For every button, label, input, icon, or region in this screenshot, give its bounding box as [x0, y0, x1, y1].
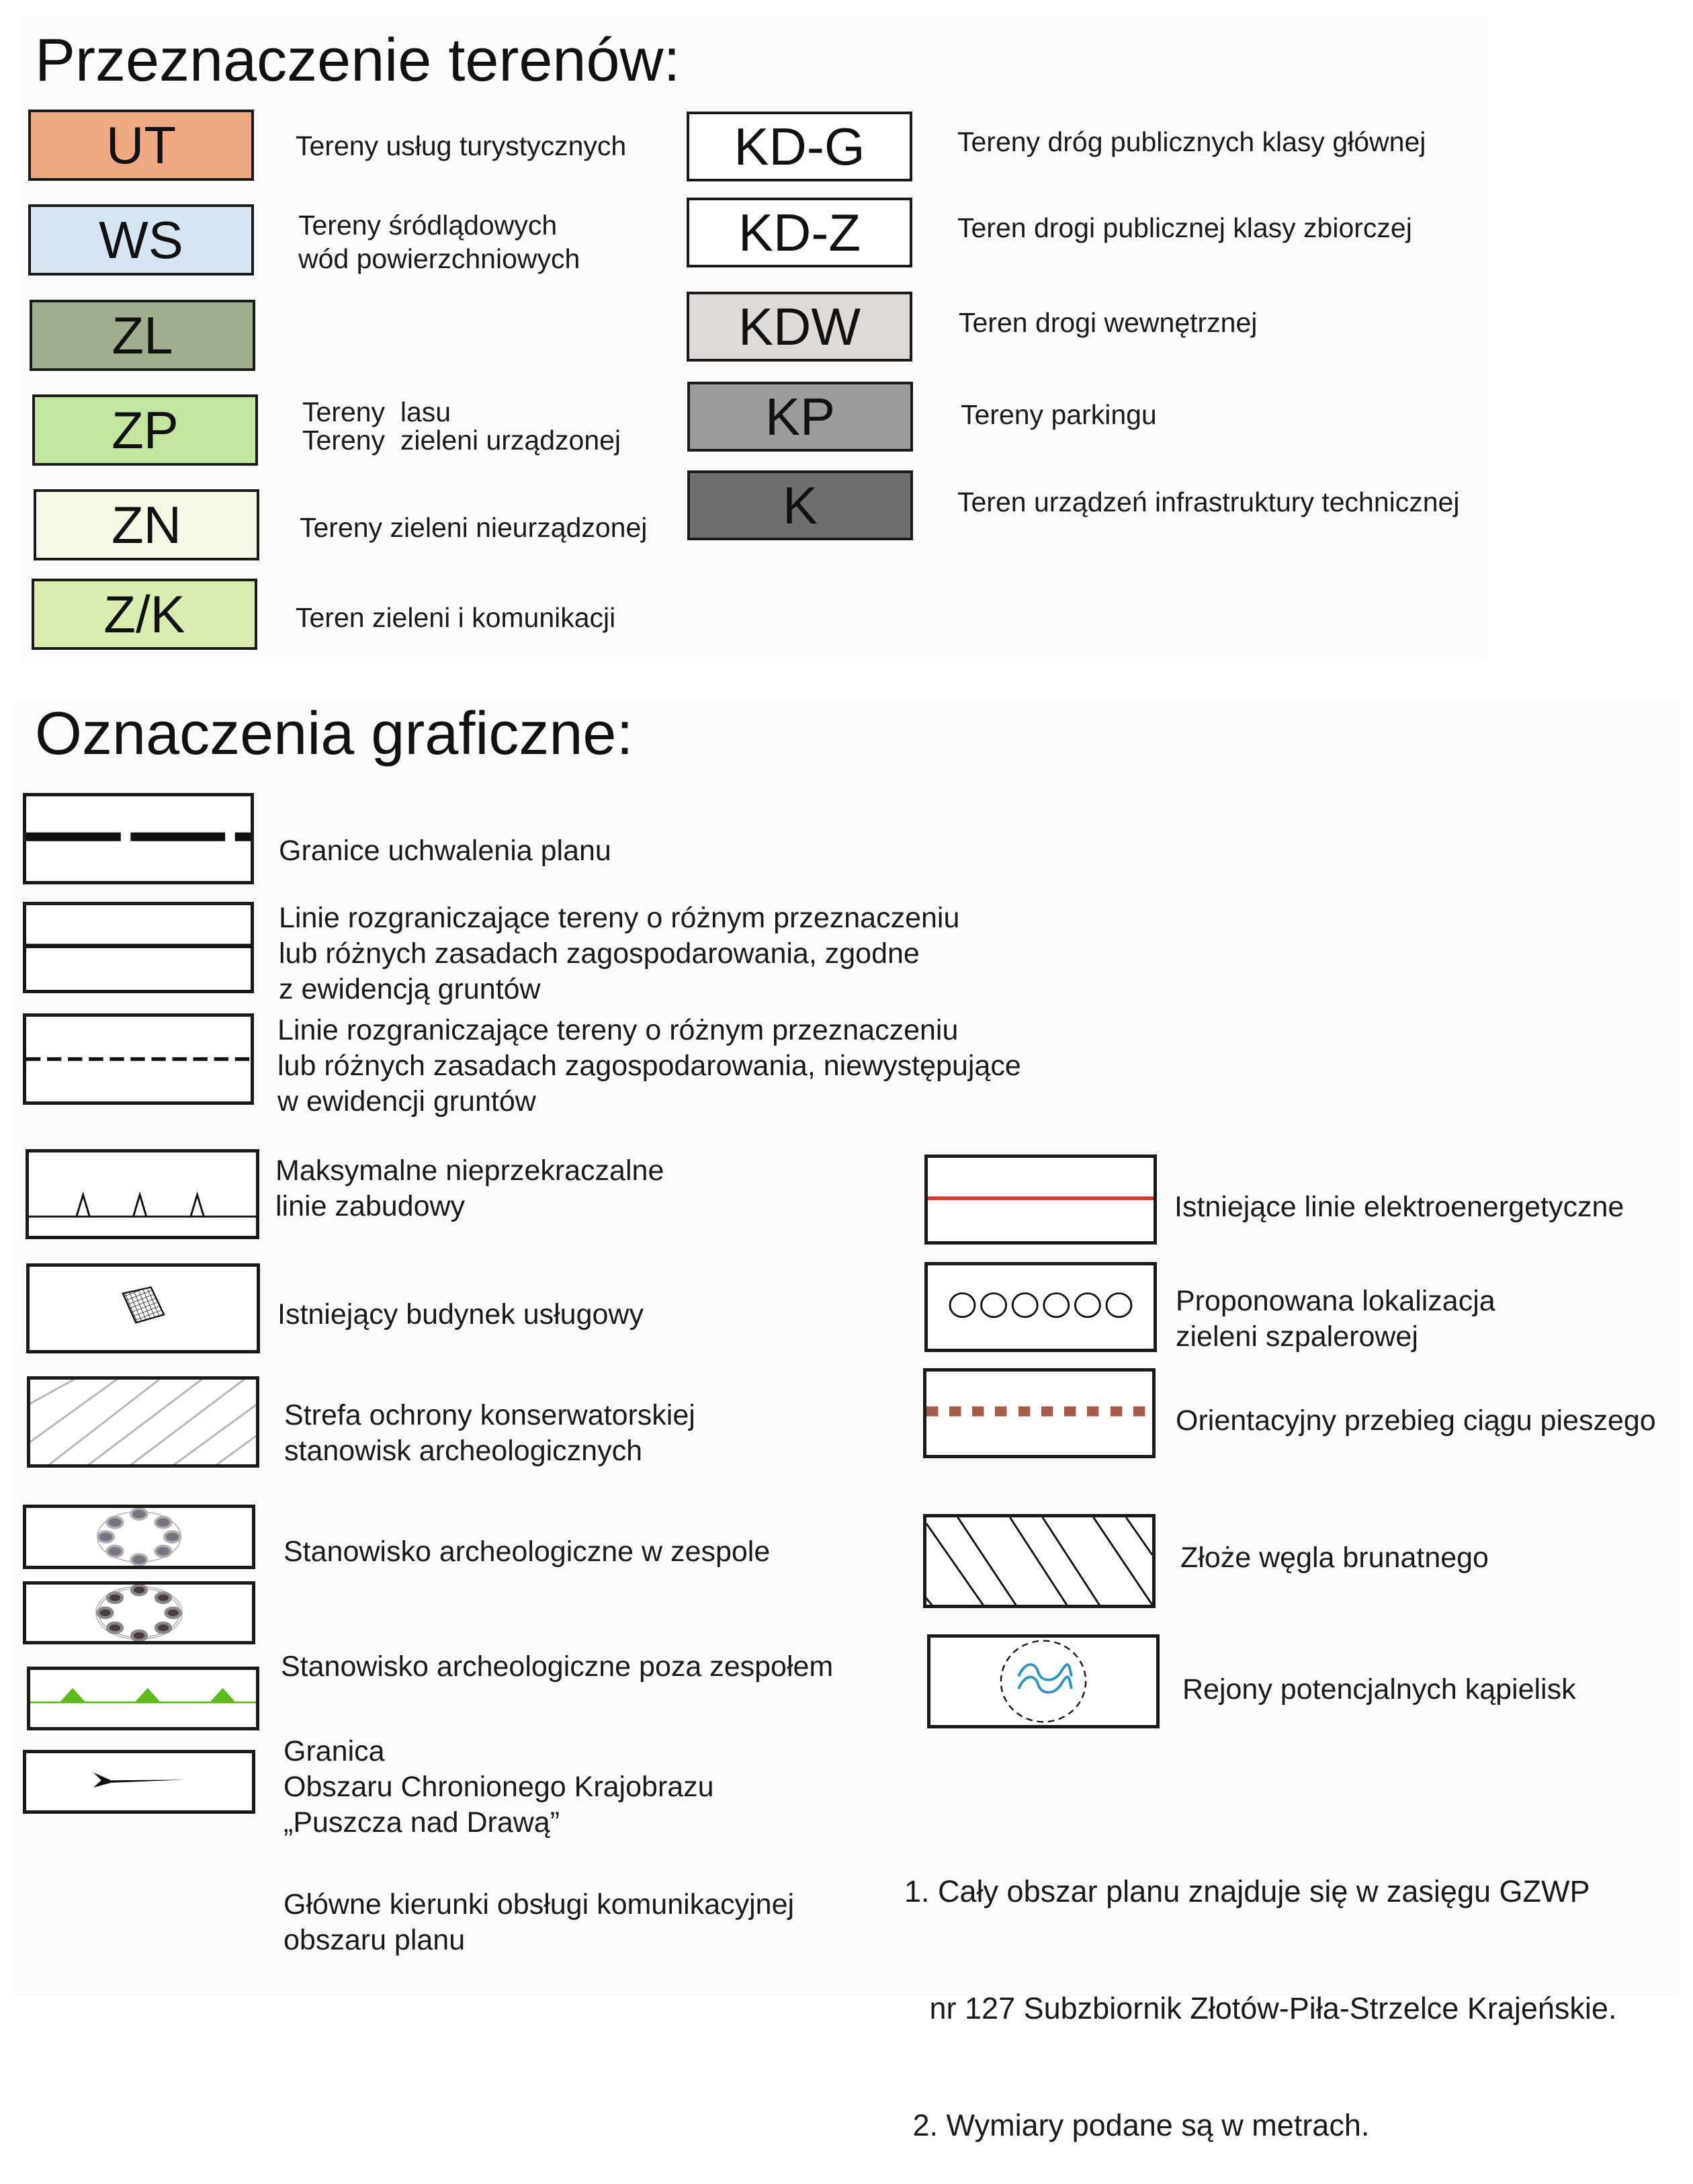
desc-line: Istniejące linie elektroenergetyczne	[1174, 1191, 1624, 1223]
tree-row-circles-icon	[928, 1265, 1154, 1349]
desc-line: Granica	[284, 1735, 385, 1767]
swatch-zk	[32, 579, 257, 650]
land-use-desc-zn	[300, 511, 647, 544]
symbol-bathing-area	[927, 1634, 1160, 1728]
swatch-zl	[30, 300, 255, 371]
desc-line: Teren urządzeń infrastruktury technicznej	[957, 487, 1460, 517]
symbol-protected-landscape	[27, 1667, 259, 1730]
desc-line: Tereny usług turystycznych	[296, 130, 627, 161]
desc-line: linie zabudowy	[275, 1190, 466, 1222]
thick-dash-line-icon	[26, 796, 251, 881]
swatch-ws	[28, 204, 254, 276]
desc-line: „Puszcza nad Drawą”	[284, 1806, 560, 1839]
desc-line: Strefa ochrony konserwatorskiej	[284, 1399, 695, 1431]
desc-line: Tereny śródlądowych	[298, 210, 558, 241]
symbol-desc	[279, 833, 611, 869]
symbol-lignite-deposit	[923, 1514, 1156, 1608]
swatch-kp	[687, 382, 913, 452]
swatch-zp	[32, 394, 258, 466]
swatch-kdw	[687, 292, 912, 362]
desc-line: Tereny dróg publicznych klasy głównej	[957, 126, 1426, 157]
desc-line: zieleni szpalerowej	[1176, 1320, 1418, 1353]
land-use-desc-kd-g	[957, 125, 1426, 159]
symbol-existing-building	[26, 1263, 260, 1353]
symbol-desc	[284, 1734, 714, 1841]
symbol-desc	[277, 1013, 1021, 1120]
note-line: 1. Cały obszar planu znajduje się w zasięgu GZWP	[904, 1874, 1590, 1908]
swatch-code: WS	[99, 210, 183, 269]
symbol-desc	[1182, 1672, 1576, 1708]
desc-line: Istniejący budynek usługowy	[277, 1298, 644, 1331]
desc-line: z ewidencją gruntów	[279, 973, 541, 1005]
brown-square-dots-icon	[926, 1372, 1152, 1455]
swatch-code: ZL	[112, 306, 173, 365]
desc-line: lub różnych zasadach zagospodarowania, niewystępujące	[277, 1050, 1021, 1082]
desc-line: w ewidencji gruntów	[277, 1085, 536, 1118]
diagonal-hatch-icon	[30, 1380, 256, 1464]
desc-line: Tereny zieleni urządzonej	[302, 425, 621, 456]
desc-line: Linie rozgraniczające tereny o różnym przeznaczeniu	[277, 1014, 959, 1046]
swatch-code: K	[782, 476, 818, 535]
symbol-desc	[284, 1534, 770, 1570]
symbol-desc	[1174, 1189, 1624, 1225]
swatch-code: KP	[765, 387, 836, 446]
desc-line: Złoże węgla brunatnego	[1180, 1542, 1489, 1574]
direction-arrow-icon	[26, 1753, 252, 1810]
symbol-archaeo-group	[23, 1505, 255, 1569]
desc-line: Tereny lasu	[302, 396, 451, 427]
symbol-desc	[284, 1398, 695, 1469]
symbol-conservation-zone	[27, 1376, 259, 1468]
symbol-tree-row	[924, 1262, 1157, 1352]
desc-line: Tereny parkingu	[961, 399, 1157, 430]
symbol-desc	[284, 1887, 794, 1958]
graphic-symbols-title: Oznaczenia graficzne:	[35, 700, 634, 767]
dashed-line-icon	[26, 1017, 251, 1101]
desc-line: Stanowisko archeologiczne w zespole	[284, 1536, 771, 1568]
symbol-solid-line	[23, 902, 254, 993]
hatched-building-icon	[30, 1267, 257, 1350]
swatch-code: KDW	[738, 297, 861, 356]
solid-line-icon	[26, 905, 251, 990]
swatch-zn	[34, 489, 259, 560]
symbol-power-line	[924, 1154, 1157, 1245]
note-line: nr 127 Subzbiornik Złotów-Piła-Strzelce Krajeńskie.	[904, 1991, 1617, 2025]
desc-line: Stanowisko archeologiczne poza zespołem	[281, 1650, 834, 1683]
red-power-line-icon	[928, 1158, 1154, 1241]
desc-line: obszaru planu	[284, 1924, 466, 1956]
symbol-dashed-line	[23, 1013, 254, 1105]
land-use-desc-kdw	[959, 306, 1257, 339]
desc-line: Proponowana lokalizacja	[1176, 1285, 1495, 1317]
land-use-desc-k	[957, 485, 1459, 519]
symbol-desc	[1176, 1403, 1656, 1439]
land-use-desc-ut	[296, 129, 626, 163]
note-line: 2. Wymiary podane są w metrach.	[904, 2108, 1370, 2142]
desc-line: Teren drogi wewnętrznej	[959, 307, 1258, 338]
symbol-desc	[281, 1649, 833, 1685]
desc-line: Obszaru Chronionego Krajobrazu	[284, 1771, 714, 1803]
green-triangles-line-icon	[30, 1670, 256, 1727]
archaeo-ring-grey-icon	[26, 1508, 252, 1566]
symbol-plan-boundary	[23, 793, 254, 884]
symbol-archaeo-single	[23, 1581, 255, 1644]
land-use-desc-ws	[298, 208, 580, 276]
symbol-desc	[1176, 1284, 1495, 1355]
symbol-desc	[1180, 1540, 1489, 1576]
swatch-code: UT	[106, 116, 176, 175]
symbol-desc	[275, 1153, 664, 1224]
symbol-building-line	[26, 1149, 259, 1239]
symbol-direction	[23, 1750, 255, 1814]
desc-line: Teren zieleni i komunikacji	[296, 602, 616, 633]
swatch-code: KD-G	[734, 117, 865, 176]
swatch-code: KD-Z	[738, 203, 861, 262]
swatch-kd-z	[687, 198, 912, 267]
desc-line: Główne kierunki obsługi komunikacyjnej	[284, 1888, 795, 1921]
building-line-triangles-icon	[29, 1152, 256, 1236]
plan-notes	[904, 1794, 1616, 2184]
land-use-desc-zp	[302, 423, 621, 457]
desc-line: Granice uchwalenia planu	[279, 835, 611, 867]
swatch-kd-g	[687, 112, 912, 181]
desc-line: Maksymalne nieprzekraczalne	[275, 1154, 664, 1187]
land-use-desc-kd-z	[957, 211, 1412, 245]
land-use-desc-kp	[961, 398, 1157, 431]
swatch-ut	[28, 110, 254, 181]
swatch-k	[687, 470, 913, 540]
swatch-code: Z/K	[103, 585, 185, 644]
symbol-footpath	[923, 1368, 1156, 1458]
desc-line: Tereny zieleni nieurządzonej	[300, 512, 648, 543]
symbol-desc	[279, 900, 959, 1007]
desc-line: Rejony potencjalnych kąpielisk	[1182, 1673, 1576, 1706]
bathing-waves-icon	[930, 1638, 1156, 1725]
archaeo-ring-dark-icon	[26, 1585, 252, 1641]
land-use-desc-zk	[296, 601, 615, 634]
land-use-title: Przeznaczenie terenów:	[35, 27, 681, 94]
desc-line: Orientacyjny przebieg ciągu pieszego	[1176, 1404, 1656, 1437]
desc-line: wód powierzchniowych	[298, 243, 580, 274]
swatch-code: ZN	[112, 495, 181, 554]
symbol-desc	[277, 1297, 644, 1333]
black-diagonal-hatch-icon	[926, 1517, 1152, 1605]
desc-line: Linie rozgraniczające tereny o różnym przeznaczeniu	[279, 902, 960, 934]
desc-line: Teren drogi publicznej klasy zbiorczej	[957, 212, 1412, 243]
desc-line: lub różnych zasadach zagospodarowania, zgodne	[279, 937, 920, 970]
desc-line: stanowisk archeologicznych	[284, 1435, 642, 1467]
swatch-code: ZP	[112, 401, 179, 460]
